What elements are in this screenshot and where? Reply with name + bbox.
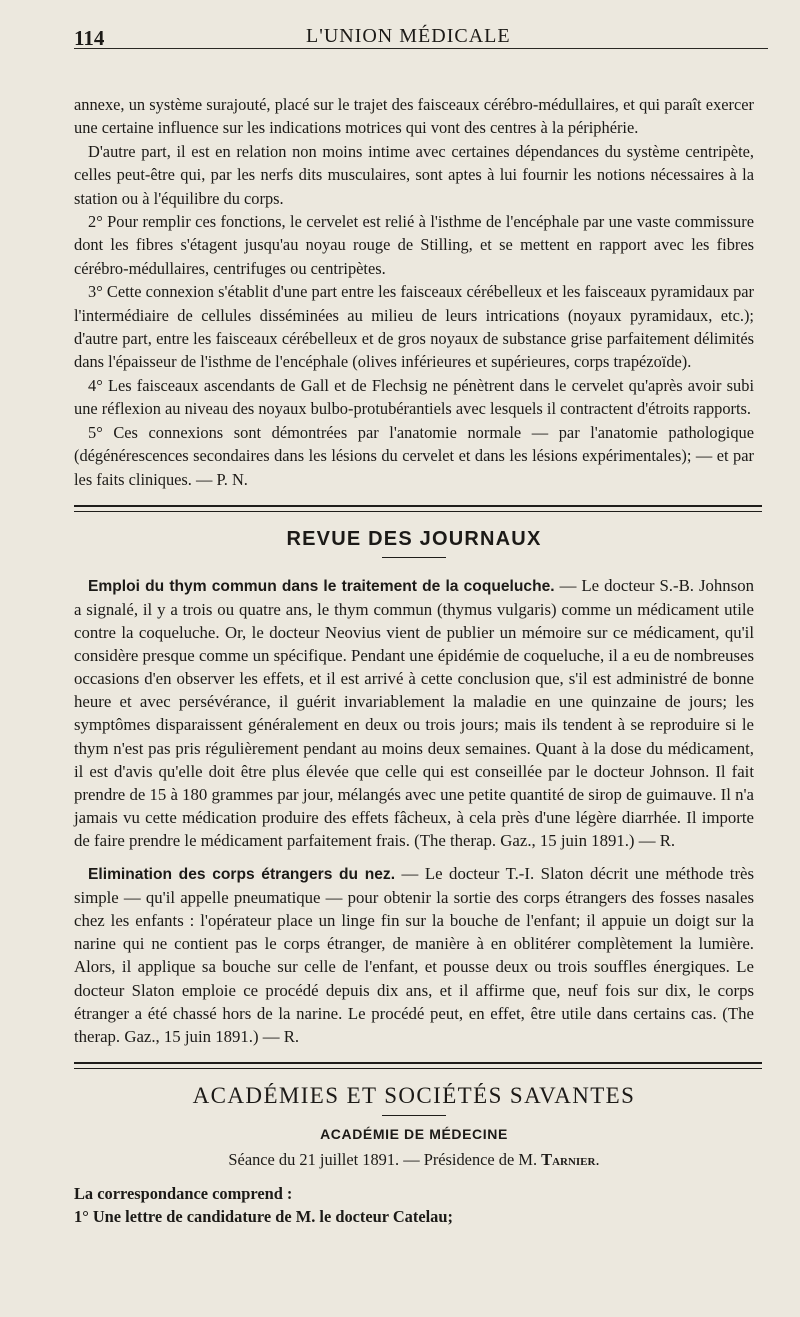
article-title: Emploi du thym commun dans le traitement de la coqueluche. (88, 577, 555, 595)
session-prefix: Séance du 21 juillet 1891. — Présidence de M. (228, 1149, 542, 1169)
paragraph: annexe, un système surajouté, placé sur le trajet des faisceaux cérébro-médullaires, et qui paraît exercer une certaine influence sur les indications motrices qui vont des centres à la périphérie. (74, 95, 754, 138)
revue-articles (74, 574, 754, 1048)
revue-heading: REVUE DES JOURNAUX (286, 527, 542, 550)
section-divider (74, 505, 762, 512)
journal-title: L'UNION MÉDICALE (306, 25, 511, 47)
heading-underline (382, 557, 446, 558)
article-thym (74, 574, 754, 852)
paragraph: 4° Les faisceaux ascendants de Gall et de Flechsig ne pénètrent dans le cervelet qu'après avoir subi une réflexion au niveau des noyaux bulbo-protubérantiels avec lesquels il contractent d'étroits rapports. (74, 375, 754, 419)
heading-underline (382, 1115, 446, 1116)
paragraph: 3° Cette connexion s'établit d'une part entre les faisceaux cérébelleux et les faisceaux pyramidaux par l'intermédiaire de cellules disséminées au milieu de leurs intrications (noyaux pyramidaux, etc.); d'autre part, entre les faisceaux cérébelleux et de gros noyaux de substance grise parfaitement délimités dans l'épaisseur de l'isthme de l'encéphale (olives inférieures et supérieures, corps trapézoïde). (74, 282, 754, 372)
paragraph: D'autre part, il est en relation non moins intime avec certaines dépendances du système centripète, celles peut-être qui, par les nerfs dits musculaires, sont aptes à lui fournir les notions nécessaires à la station ou à l'équilibre du corps. (74, 141, 754, 208)
article-title: Elimination des corps étrangers du nez. (88, 866, 396, 884)
president-name: Tarnier (541, 1149, 596, 1169)
article-body: — Le docteur S.-B. Johnson a signalé, il y a trois ou quatre ans, le thym commun (thymus vulgaris) comme un médicament utile contre la coqueluche. Or, le docteur Neovius vient de publier un mémoire sur ce médicament, qu'il considère presque comme un spécifique. Pendant une épidémie de coqueluche, il a eu de nombreuses occasions d'en observer les effets, et il est arrivé à cette conclusion que, s'il est administré de bonne heure et avec persévérance, il guérit invariablement la maladie en une quinzaine de jours; les symptômes disparaissent généralement en deux ou trois jours; mais ils tendent à se reproduire si le thym n'est pas pris régulièrement pendant au moins deux semaines. Quant à la dose du médicament, il est d'avis qu'elle doit être plus élevée que celle qui est conseillée par le docteur Johnson. Il fait prendre de 15 à 180 grammes par jour, mélangés avec une petite quantité de sirop de guimauve. Il n'a jamais vu cette médication produire des effets fâcheux, à cela près d'une légère diarrhée. Il importe de faire prendre le médicament parfaitement frais. (The therap. Gaz., 15 juin 1891.) — R. (74, 575, 755, 850)
correspondence-item: 1° Une lettre de candidature de M. le docteur Catelau; (74, 1206, 453, 1226)
paragraph: 2° Pour remplir ces fonctions, le cervelet est relié à l'isthme de l'encéphale par une vaste commissure dont les fibres s'étagent jusqu'au noyau rouge de Stilling, et se mettent en rapport avec les fibres cérébro-médullaires, centrifuges ou centripètes. (74, 212, 754, 278)
running-head (74, 18, 768, 49)
session-line (74, 1150, 754, 1170)
academie-subheading: ACADÉMIE DE MÉDECINE (320, 1125, 508, 1142)
page-number: 114 (74, 26, 105, 50)
session-suffix: . (595, 1149, 600, 1169)
correspondence-label: La correspondance comprend : (74, 1183, 293, 1203)
article-corps-etrangers (74, 862, 754, 1048)
article-body: — Le docteur T.-I. Slaton décrit une méthode très simple — qu'il appelle pneumatique — pour obtenir la sortie des corps étrangers des fosses nasales chez les enfants : l'opérateur place un linge fin sur la bouche de l'enfant; il appuie un doigt sur la narine qui ne contient pas le corps étranger, de manière à en oblitérer complètement la lumière. Alors, il applique sa bouche sur celle de l'enfant, et pousse deux ou trois souffles énergiques. Le docteur Slaton emploie ce procédé depuis dix ans, et il affirme que, neuf fois sur dix, le corps étranger a été chassé hors de la narine. Le procédé peut, en effet, être utile dans certains cas. (The therap. Gaz., 15 juin 1891.) — R. (74, 864, 755, 1046)
paragraph: 5° Ces connexions sont démontrées par l'anatomie normale — par l'anatomie pathologique (dégénérescences secondaires dans les lésions du cervelet et dans les lésions expérimentales); — et par les faits cliniques. — P. N. (74, 422, 754, 489)
section-divider (74, 1062, 762, 1069)
article-paragraph (74, 862, 754, 1048)
article-paragraph (74, 574, 754, 852)
cerebellum-conclusions (74, 93, 754, 491)
academies-heading: ACADÉMIES ET SOCIÉTÉS SAVANTES (192, 1082, 636, 1108)
